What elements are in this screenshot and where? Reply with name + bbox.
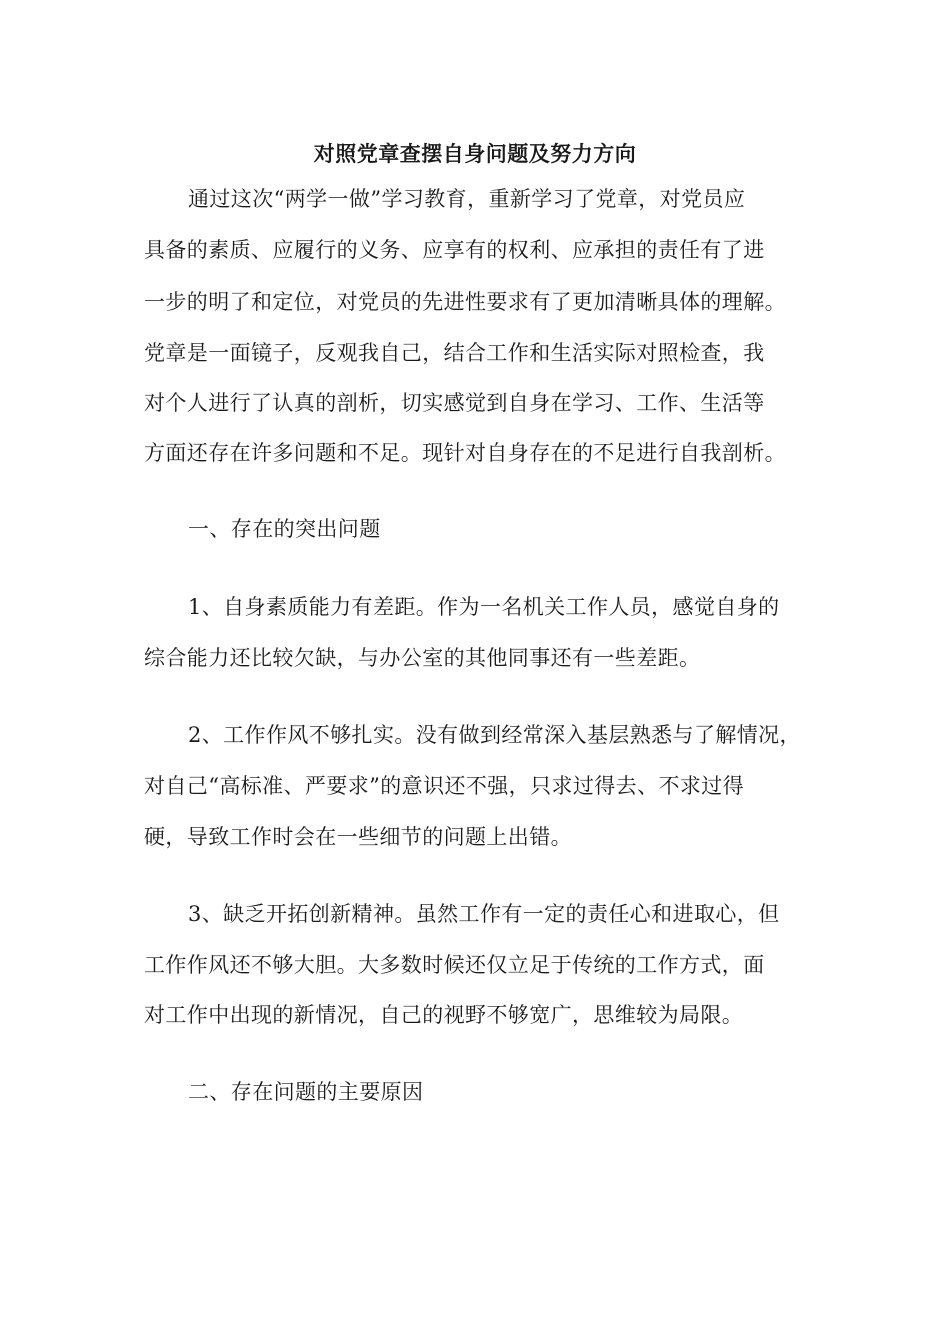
intro-line: 通过这次“两学一做”学习教育，重新学习了党章，对党员应 [188,187,746,211]
item-line: 工作作风还不够大胆。大多数时候还仅立足于传统的工作方式，面 [144,953,765,977]
intro-line: 一步的明了和定位，对党员的先进性要求有了更加清晰具体的理解。 [144,290,786,314]
section-heading: 一、存在的突出问题 [188,517,381,541]
item-line: 对自己“高标准、严要求”的意识还不强，只求过得去、不求过得 [144,774,745,798]
section-heading: 二、存在问题的主要原因 [188,1080,424,1104]
intro-line: 对个人进行了认真的剖析，切实感觉到自身在学习、工作、生活等 [144,391,765,415]
item-line: 1、自身素质能力有差距。作为一名机关工作人员，感觉自身的 [188,595,780,619]
intro-line: 具备的素质、应履行的义务、应享有的权利、应承担的责任有了进 [144,238,765,262]
item-line: 3、缺乏开拓创新精神。虽然工作有一定的责任心和进取心，但 [188,902,780,926]
item-line: 对工作中出现的新情况，自己的视野不够宽广，思维较为局限。 [144,1003,744,1027]
item-line: 硬，导致工作时会在一些细节的问题上出错。 [144,825,572,849]
item-line: 综合能力还比较欠缺，与办公室的其他同事还有一些差距。 [144,646,701,670]
intro-line: 方面还存在许多问题和不足。现针对自身存在的不足进行自我剖析。 [144,441,786,465]
document-title: 对照党章查摆自身问题及努力方向 [313,141,637,166]
intro-line: 党章是一面镜子，反观我自己，结合工作和生活实际对照检查，我 [144,341,765,365]
item-line: 2、工作作风不够扎实。没有做到经常深入基层熟悉与了解情况， [188,723,801,747]
